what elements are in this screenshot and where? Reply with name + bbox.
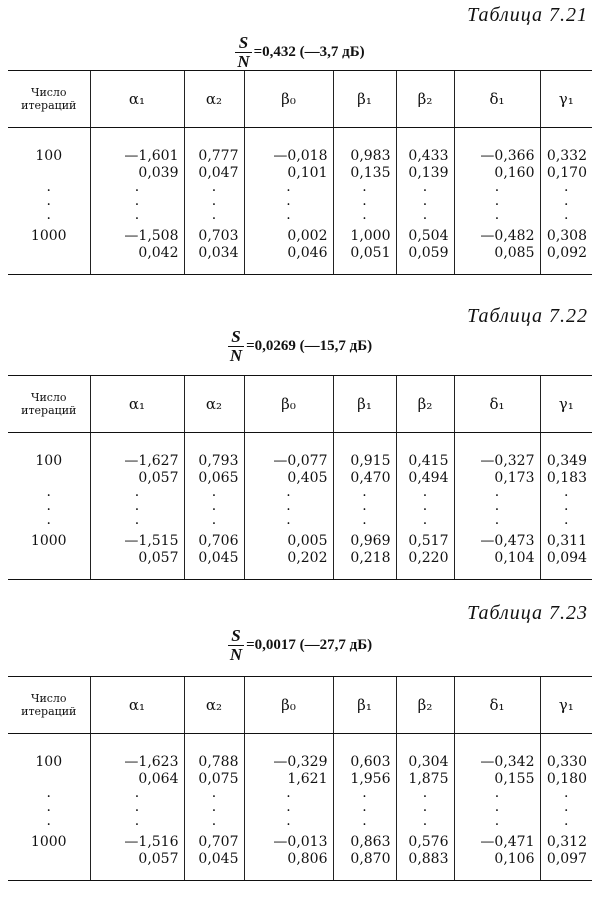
cell-gamma1: 0,330 0,180 — [540, 734, 592, 789]
cell-beta2: 0,433 0,139 — [396, 128, 454, 183]
iteration-count: 1000 — [8, 533, 90, 580]
cell-delta1: —0,366 0,160 — [454, 128, 540, 183]
header-row — [8, 71, 592, 128]
cell-alpha1: —1,601 0,039 — [90, 128, 184, 183]
header-alpha1: α₁ — [90, 677, 184, 734]
header-beta0: β₀ — [244, 376, 333, 433]
snr-fraction: $\frac{S}{N}$ — [229, 327, 243, 365]
cell-beta0: 0,005 0,202 — [244, 533, 333, 580]
table-row — [8, 128, 592, 183]
cell-alpha1: —1,623 0,064 — [90, 734, 184, 789]
cell-beta2: 0,304 1,875 — [396, 734, 454, 789]
iteration-count: 1000 — [8, 228, 90, 275]
header-iterations: Число итераций — [8, 376, 90, 433]
header-gamma1: γ₁ — [540, 376, 592, 433]
cell-alpha2: 0,706 0,045 — [184, 533, 244, 580]
data-table — [8, 375, 592, 580]
header-alpha1: α₁ — [90, 376, 184, 433]
header-gamma1: γ₁ — [540, 677, 592, 734]
cell-beta1: 0,983 0,135 — [333, 128, 396, 183]
header-alpha2: α₂ — [184, 376, 244, 433]
header-alpha2: α₂ — [184, 71, 244, 128]
header-iterations: Число итераций — [8, 677, 90, 734]
snr-value: =0,0269 (—15,7 дБ) — [246, 338, 373, 354]
cell-alpha2: 0,703 0,034 — [184, 228, 244, 275]
table-row — [8, 834, 592, 881]
snr-fraction: $\frac{S}{N}$ — [229, 626, 243, 664]
cell-delta1: —0,471 0,106 — [454, 834, 540, 881]
iteration-count: 100 — [35, 754, 63, 770]
iteration-count: 100 — [35, 148, 63, 164]
table-row — [8, 228, 592, 275]
cell-alpha2: 0,793 0,065 — [184, 433, 244, 488]
cell-beta1: 0,863 0,870 — [333, 834, 396, 881]
header-beta1: β₁ — [333, 677, 396, 734]
header-delta1: δ₁ — [454, 376, 540, 433]
cell-gamma1: 0,349 0,183 — [540, 433, 592, 488]
header-beta2: β₂ — [396, 677, 454, 734]
ellipsis-row: · · · · · · · · · · · · · · · · · · · · · · · · — [8, 182, 592, 228]
header-beta1: β₁ — [333, 71, 396, 128]
iteration-count: 1000 — [8, 834, 90, 881]
cell-gamma1: 0,308 0,092 — [540, 228, 592, 275]
header-alpha2: α₂ — [184, 677, 244, 734]
header-alpha1: α₁ — [90, 71, 184, 128]
snr-formula — [0, 627, 600, 664]
header-beta2: β₂ — [396, 71, 454, 128]
header-beta1: β₁ — [333, 376, 396, 433]
cell-alpha1: —1,516 0,057 — [90, 834, 184, 881]
header-row — [8, 376, 592, 433]
header-beta0: β₀ — [244, 677, 333, 734]
table-caption: Таблица 7.23 — [467, 602, 588, 624]
cell-beta0: —0,013 0,806 — [244, 834, 333, 881]
header-iterations: Число итераций — [8, 71, 90, 128]
cell-beta2: 0,415 0,494 — [396, 433, 454, 488]
table-caption: Таблица 7.21 — [467, 4, 588, 26]
data-table — [8, 676, 592, 881]
table-row — [8, 433, 592, 488]
cell-beta0: —0,018 0,101 — [244, 128, 333, 183]
cell-beta1: 0,969 0,218 — [333, 533, 396, 580]
cell-alpha1: —1,515 0,057 — [90, 533, 184, 580]
cell-beta0: —0,077 0,405 — [244, 433, 333, 488]
table-row — [8, 734, 592, 789]
cell-beta1: 1,000 0,051 — [333, 228, 396, 275]
cell-gamma1: 0,332 0,170 — [540, 128, 592, 183]
snr-formula — [0, 328, 600, 365]
iteration-count: 100 — [35, 453, 63, 469]
cell-alpha2: 0,777 0,047 — [184, 128, 244, 183]
cell-delta1: —0,342 0,155 — [454, 734, 540, 789]
snr-value: =0,0017 (—27,7 дБ) — [246, 637, 373, 653]
cell-delta1: —0,482 0,085 — [454, 228, 540, 275]
ellipsis-row: · · · · · · · · · · · · · · · · · · · · · · · · — [8, 788, 592, 834]
cell-beta2: 0,576 0,883 — [396, 834, 454, 881]
snr-formula — [0, 34, 600, 71]
header-row — [8, 677, 592, 734]
ellipsis-row: · · · · · · · · · · · · · · · · · · · · · · · · — [8, 487, 592, 533]
cell-alpha2: 0,707 0,045 — [184, 834, 244, 881]
table-caption: Таблица 7.22 — [467, 305, 588, 327]
header-delta1: δ₁ — [454, 677, 540, 734]
snr-value: =0,432 (—3,7 дБ) — [253, 44, 365, 60]
cell-alpha1: —1,627 0,057 — [90, 433, 184, 488]
snr-fraction: $\frac{S}{N}$ — [237, 33, 250, 71]
data-table — [8, 70, 592, 275]
cell-gamma1: 0,312 0,097 — [540, 834, 592, 881]
table-row — [8, 533, 592, 580]
cell-beta2: 0,517 0,220 — [396, 533, 454, 580]
cell-delta1: —0,327 0,173 — [454, 433, 540, 488]
cell-beta1: 0,603 1,956 — [333, 734, 396, 789]
cell-beta1: 0,915 0,470 — [333, 433, 396, 488]
cell-beta0: —0,329 1,621 — [244, 734, 333, 789]
header-gamma1: γ₁ — [540, 71, 592, 128]
header-beta2: β₂ — [396, 376, 454, 433]
cell-alpha2: 0,788 0,075 — [184, 734, 244, 789]
header-delta1: δ₁ — [454, 71, 540, 128]
cell-beta2: 0,504 0,059 — [396, 228, 454, 275]
cell-beta0: 0,002 0,046 — [244, 228, 333, 275]
cell-delta1: —0,473 0,104 — [454, 533, 540, 580]
header-beta0: β₀ — [244, 71, 333, 128]
cell-alpha1: —1,508 0,042 — [90, 228, 184, 275]
cell-gamma1: 0,311 0,094 — [540, 533, 592, 580]
